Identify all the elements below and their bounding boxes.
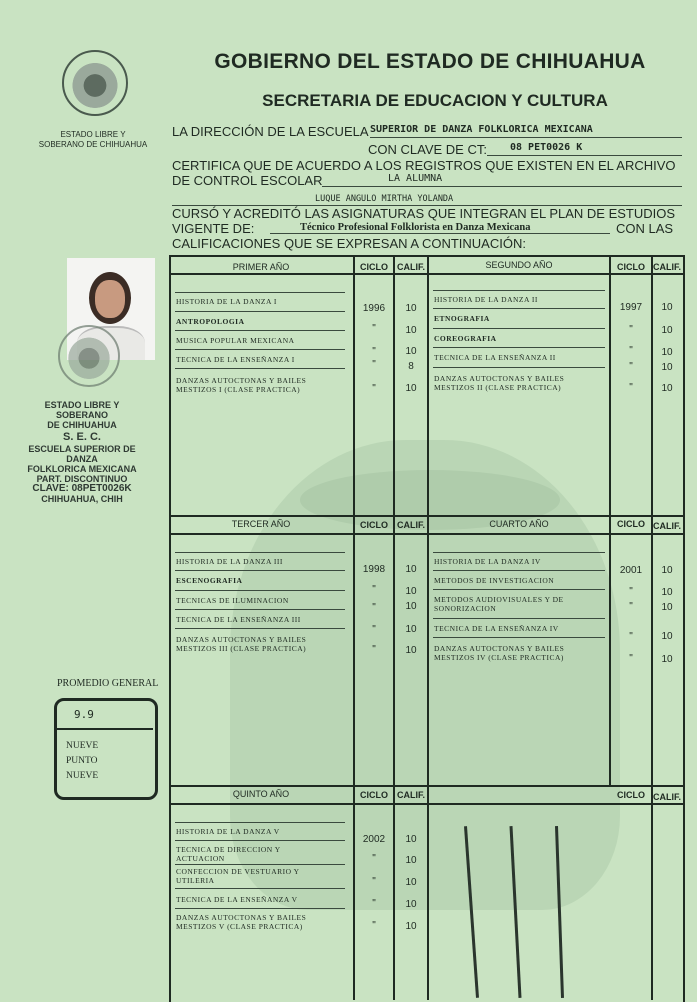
ciclo-segundo-1: 1997 <box>619 302 643 313</box>
con-las: CON LAS <box>616 221 674 236</box>
studied-line: CURSÓ Y ACREDITÓ LAS ASIGNATURAS QUE INTEGRAN EL PLAN DE ESTUDIOS <box>172 206 676 221</box>
calif-segundo-2: 10 <box>661 325 673 336</box>
stamp-line: CLAVE: 08PET0026K <box>32 483 132 494</box>
subject-quinto-2: TECNICA DE DIRECCION Y ACTUACION <box>176 845 281 863</box>
ciclo-primer-3: " <box>372 346 376 357</box>
ciclo-primer-2: " <box>372 323 376 334</box>
ciclo-tercer-2: " <box>372 584 376 595</box>
subject-quinto-5: DANZAS AUTOCTONAS Y BAILES MESTIZOS V (CLASE PRACTICA) <box>176 913 307 931</box>
ciclo-segundo-4: " <box>629 361 633 372</box>
ciclo-tercer-5: " <box>372 644 376 655</box>
stamp-line: ESCUELA SUPERIOR DE DANZA <box>28 444 136 464</box>
header-ciclo: CICLO <box>617 790 645 800</box>
header-ciclo: CICLO <box>360 520 388 530</box>
student-name: LUQUE ANGULO MIRTHA YOLANDA <box>315 194 454 204</box>
vigente-label: VIGENTE DE: <box>172 221 255 236</box>
ciclo-quinto-2: " <box>372 853 376 864</box>
ct-value: 08 PET0026 K <box>510 142 583 153</box>
ciclo-tercer-4: " <box>372 624 376 635</box>
ciclo-quinto-3: " <box>372 876 376 887</box>
ciclo-cuarto-3: " <box>629 601 633 612</box>
header-cuarto-ano: CUARTO AÑO <box>489 519 549 529</box>
ciclo-segundo-3: " <box>629 345 633 356</box>
ciclo-quinto-4: " <box>372 898 376 909</box>
calif-tercer-3: 10 <box>405 601 417 612</box>
calif-tercer-4: 10 <box>405 624 417 635</box>
promedio-word: NUEVE <box>66 771 99 781</box>
subject-cuarto-5: DANZAS AUTOCTONAS Y BAILES MESTIZOS IV (CLASE PRACTICA) <box>434 644 565 662</box>
ciclo-cuarto-2: " <box>629 586 633 597</box>
subject-cuarto-2: METODOS DE INVESTIGACION <box>434 576 555 585</box>
page-title: GOBIERNO DEL ESTADO DE CHIHUAHUA <box>214 50 646 73</box>
calif-tercer-2: 10 <box>405 586 417 597</box>
subject-segundo-4: TECNICA DE LA ENSEÑANZA II <box>434 353 556 362</box>
calif-primer-2: 10 <box>405 325 417 336</box>
calif-primer-4: 8 <box>408 361 414 372</box>
header-calif: CALIF. <box>397 520 425 530</box>
promedio-value: 9.9 <box>74 708 94 721</box>
ciclo-primer-1: 1996 <box>362 303 386 314</box>
student-article-line <box>322 186 682 187</box>
ciclo-segundo-5: " <box>629 382 633 393</box>
subject-quinto-4: TECNICA DE LA ENSEÑANZA V <box>176 895 298 904</box>
header-calif: CALIF. <box>397 262 425 272</box>
calif-cuarto-5: 10 <box>661 654 673 665</box>
calif-quinto-2: 10 <box>405 855 417 866</box>
subject-primer-4: TECNICA DE LA ENSEÑANZA I <box>176 355 295 364</box>
school-value: SUPERIOR DE DANZA FOLKLORICA MEXICANA <box>370 124 593 135</box>
calif-cuarto-2: 10 <box>661 587 673 598</box>
school-line <box>370 137 682 138</box>
promedio-word: PUNTO <box>66 756 98 766</box>
calif-tercer-5: 10 <box>405 645 417 656</box>
left-caption: ESTADO LIBRE Y SOBERANO DE CHIHUAHUA <box>38 130 148 149</box>
header-ciclo: CICLO <box>360 262 388 272</box>
calif-cuarto-1: 10 <box>661 565 673 576</box>
subject-cuarto-1: HISTORIA DE LA DANZA IV <box>434 557 541 566</box>
certifies-line1: CERTIFICA QUE DE ACUERDO A LOS REGISTROS QUE EXISTEN EN EL ARCHIVO <box>172 158 676 173</box>
ciclo-tercer-3: " <box>372 602 376 613</box>
header-tercer-ano: TERCER AÑO <box>231 519 291 529</box>
ciclo-cuarto-4: " <box>629 631 633 642</box>
header-quinto-ano: QUINTO AÑO <box>232 789 290 799</box>
subject-segundo-3: COREOGRAFIA <box>434 334 497 343</box>
ct-line <box>487 155 682 156</box>
subject-quinto-3: CONFECCION DE VESTUARIO Y UTILERIA <box>176 867 300 885</box>
subject-cuarto-3: METODOS AUDIOVISUALES Y DE SONORIZACION <box>434 595 564 613</box>
calif-segundo-5: 10 <box>661 383 673 394</box>
header-calif: CALIF. <box>653 521 681 531</box>
header-primer-ano: PRIMER AÑO <box>232 262 290 272</box>
calif-quinto-5: 10 <box>405 921 417 932</box>
photo-seal-icon <box>58 325 120 387</box>
school-label: LA DIRECCIÓN DE LA ESCUELA <box>172 124 369 139</box>
stamp-line: ESTADO LIBRE Y SOBERANO <box>44 400 120 420</box>
calif-segundo-3: 10 <box>661 347 673 358</box>
ciclo-tercer-1: 1998 <box>362 564 386 575</box>
header-calif: CALIF. <box>653 262 681 272</box>
calif-segundo-1: 10 <box>661 302 673 313</box>
calif-quinto-3: 10 <box>405 877 417 888</box>
ciclo-cuarto-1: 2001 <box>619 565 643 576</box>
subject-primer-1: HISTORIA DE LA DANZA I <box>176 297 277 306</box>
subject-segundo-2: ETNOGRAFIA <box>434 314 490 323</box>
calif-tercer-1: 10 <box>405 564 417 575</box>
header-segundo-ano: SEGUNDO AÑO <box>485 260 553 270</box>
mexico-seal-icon <box>62 50 128 116</box>
subject-quinto-1: HISTORIA DE LA DANZA V <box>176 827 280 836</box>
subject-cuarto-4: TECNICA DE LA ENSEÑANZA IV <box>434 624 559 633</box>
subject-tercer-1: HISTORIA DE LA DANZA III <box>176 557 283 566</box>
header-calif: CALIF. <box>397 790 425 800</box>
calif-cuarto-3: 10 <box>661 602 673 613</box>
calif-primer-3: 10 <box>405 346 417 357</box>
ciclo-cuarto-5: " <box>629 653 633 664</box>
header-ciclo: CICLO <box>617 519 645 529</box>
stamp-line: S. E. C. <box>63 431 101 443</box>
stamp-line: DE CHIHUAHUA <box>47 420 117 430</box>
header-calif: CALIF. <box>653 792 681 802</box>
page-subtitle: SECRETARIA DE EDUCACION Y CULTURA <box>262 91 608 110</box>
calif-segundo-4: 10 <box>661 362 673 373</box>
subject-tercer-4: TECNICA DE LA ENSEÑANZA III <box>176 615 301 624</box>
header-ciclo: CICLO <box>617 262 645 272</box>
subject-primer-2: ANTROPOLOGIA <box>176 317 245 326</box>
subject-segundo-5: DANZAS AUTOCTONAS Y BAILES MESTIZOS II (CLASE PRACTICA) <box>434 374 565 392</box>
calif-primer-1: 10 <box>405 303 417 314</box>
plan-value: Técnico Profesional Folklorista en Danza Mexicana <box>300 222 531 233</box>
subject-tercer-3: TECNICAS DE ILUMINACION <box>176 596 289 605</box>
promedio-word: NUEVE <box>66 741 99 751</box>
grades-line: CALIFICACIONES QUE SE EXPRESAN A CONTINUACIÓN: <box>172 236 526 251</box>
promedio-words <box>66 739 98 784</box>
header-ciclo: CICLO <box>360 790 388 800</box>
subject-segundo-1: HISTORIA DE LA DANZA II <box>434 295 538 304</box>
calif-primer-5: 10 <box>405 383 417 394</box>
subject-tercer-2: ESCENOGRAFIA <box>176 576 243 585</box>
ciclo-quinto-5: " <box>372 920 376 931</box>
subject-primer-3: MUSICA POPULAR MEXICANA <box>176 336 295 345</box>
promedio-separator <box>57 728 153 730</box>
calif-quinto-4: 10 <box>405 899 417 910</box>
ciclo-primer-4: " <box>372 359 376 370</box>
school-stamp <box>18 400 146 504</box>
student-article: LA ALUMNA <box>388 173 443 184</box>
certifies-line2: DE CONTROL ESCOLAR <box>172 173 323 188</box>
subject-primer-5: DANZAS AUTOCTONAS Y BAILES MESTIZOS I (CLASE PRACTICA) <box>176 376 307 394</box>
promedio-label: PROMEDIO GENERAL <box>57 678 159 689</box>
stamp-line: FOLKLORICA MEXICANA <box>27 464 137 474</box>
ct-label: CON CLAVE DE CT: <box>368 142 487 157</box>
ciclo-segundo-2: " <box>629 324 633 335</box>
calif-quinto-1: 10 <box>405 834 417 845</box>
ciclo-quinto-1: 2002 <box>362 834 386 845</box>
calif-cuarto-4: 10 <box>661 631 673 642</box>
stamp-line: CHIHUAHUA, CHIH <box>41 494 123 504</box>
plan-line <box>270 233 610 234</box>
stamp-line: PART. DISCONTINUO <box>36 474 128 484</box>
ciclo-primer-5: " <box>372 383 376 394</box>
subject-tercer-5: DANZAS AUTOCTONAS Y BAILES MESTIZOS III (CLASE PRACTICA) <box>176 635 307 653</box>
